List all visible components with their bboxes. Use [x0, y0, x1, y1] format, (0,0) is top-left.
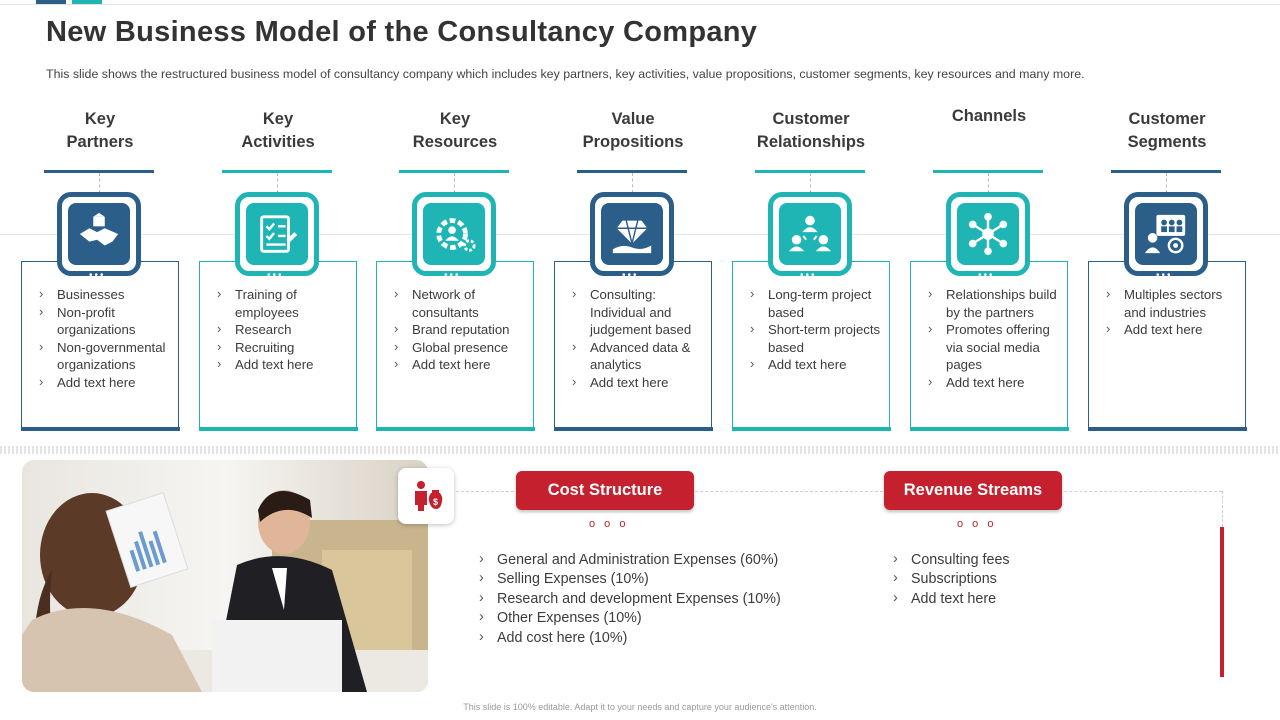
list-item: › Add text here [37, 374, 177, 392]
list-item: › Consulting fees [891, 551, 1010, 570]
list-item: › Add text here [926, 374, 1066, 392]
column-icon-tile [412, 192, 496, 276]
connector-stem [277, 173, 278, 193]
icon-dots: ••• [1156, 270, 1173, 281]
column-list [748, 286, 888, 374]
icon-dots: ••• [444, 270, 461, 281]
card-bottom-bar [21, 427, 180, 431]
column-heading: Customer Segments [1127, 110, 1207, 151]
list-item: › Consulting: Individual and judgement based [570, 286, 710, 339]
list-item: › Training of employees [215, 286, 355, 321]
list-item: › Brand reputation [392, 321, 532, 339]
icon-dots: ••• [978, 270, 995, 281]
connector-stem [99, 173, 100, 193]
revenue-streams-header: Revenue Streams [884, 471, 1062, 510]
list-item: › Add text here [570, 374, 710, 392]
card-bottom-bar [910, 427, 1069, 431]
slide-subtitle: This slide shows the restructured business model of consultancy company which includes key partners, key activities, value propositions, customer segments, key resources and many more. [46, 67, 1085, 81]
list-item: › Global presence [392, 339, 532, 357]
list-item: › Add text here [1104, 321, 1244, 339]
connector-stem [988, 173, 989, 193]
top-divider [0, 4, 1280, 5]
icon-dots: ••• [622, 270, 639, 281]
network-icon [957, 203, 1019, 265]
cost-money-icon [398, 468, 454, 524]
audience-target-icon [1135, 203, 1197, 265]
cost-structure-list [477, 551, 781, 648]
icon-dots: ••• [267, 270, 284, 281]
list-item: › Add cost here (10%) [477, 629, 781, 648]
list-item: › Other Expenses (10%) [477, 609, 781, 628]
card-bottom-bar [1088, 427, 1247, 431]
connector-stem [1166, 173, 1167, 193]
list-item: › Businesses [37, 286, 177, 304]
revenue-streams-list [891, 551, 1010, 609]
section-connector-drop [1222, 491, 1223, 527]
list-item: › Recruiting [215, 339, 355, 357]
footer-note: This slide is 100% editable. Adapt it to your needs and capture your audience's attention. [463, 702, 817, 712]
card-bottom-bar [199, 427, 358, 431]
column-icon-tile [590, 192, 674, 276]
column-icon-tile [57, 192, 141, 276]
icon-dots: ••• [800, 270, 817, 281]
column-list [37, 286, 177, 392]
list-item: › Selling Expenses (10%) [477, 570, 781, 589]
list-item: › Long-term project based [748, 286, 888, 321]
people-group-icon [779, 203, 841, 265]
column-heading: Key Resources [412, 110, 498, 151]
icon-dots: ••• [89, 270, 106, 281]
list-item: › Multiples sectors and industries [1104, 286, 1244, 321]
list-item: › Advanced data & analytics [570, 339, 710, 374]
gear-person-icon [423, 203, 485, 265]
meeting-photo [22, 460, 428, 692]
column-heading: Customer Relationships [756, 110, 866, 151]
list-item: › Add text here [891, 590, 1010, 609]
column-list [926, 286, 1066, 392]
card-bottom-bar [376, 427, 535, 431]
column-icon-tile [1124, 192, 1208, 276]
revenue-streams-dots: o o o [957, 518, 997, 530]
column-list [215, 286, 355, 374]
consultation-photo-image [22, 460, 428, 692]
cost-structure-dots: o o o [589, 518, 629, 530]
cost-structure-header: Cost Structure [516, 471, 694, 510]
list-item: › Relationships build by the partners [926, 286, 1066, 321]
list-item: › Non-governmental organizations [37, 339, 177, 374]
column-icon-tile [768, 192, 852, 276]
card-bottom-bar [554, 427, 713, 431]
svg-text:$: $ [432, 497, 439, 507]
column-list [1104, 286, 1244, 339]
connector-stem [454, 173, 455, 193]
column-heading: Key Partners [66, 110, 134, 151]
dashed-separator [0, 446, 1280, 454]
list-item: › Short-term projects based [748, 321, 888, 356]
list-item: › Add text here [748, 356, 888, 374]
handshake-icon [68, 203, 130, 265]
list-item: › Research [215, 321, 355, 339]
column-icon-tile [235, 192, 319, 276]
list-item: › Subscriptions [891, 570, 1010, 589]
connector-stem [810, 173, 811, 193]
list-item: › Network of consultants [392, 286, 532, 321]
connector-stem [632, 173, 633, 193]
red-accent-rail [1220, 527, 1224, 677]
list-item: › Promotes offering via social media pages [926, 321, 1066, 374]
list-item: › Research and development Expenses (10%) [477, 590, 781, 609]
column-heading: Key Activities [241, 110, 315, 151]
column-icon-tile [946, 192, 1030, 276]
list-item: › Add text here [392, 356, 532, 374]
column-heading: Value Propositions [582, 110, 684, 151]
card-bottom-bar [732, 427, 891, 431]
column-heading: Channels [951, 107, 1027, 125]
column-list [392, 286, 532, 374]
list-item: › General and Administration Expenses (60%) [477, 551, 781, 570]
checklist-icon [246, 203, 308, 265]
slide-title: New Business Model of the Consultancy Company [46, 16, 758, 48]
column-list [570, 286, 710, 392]
diamond-hand-icon [601, 203, 663, 265]
list-item: › Add text here [215, 356, 355, 374]
list-item: › Non-profit organizations [37, 304, 177, 339]
